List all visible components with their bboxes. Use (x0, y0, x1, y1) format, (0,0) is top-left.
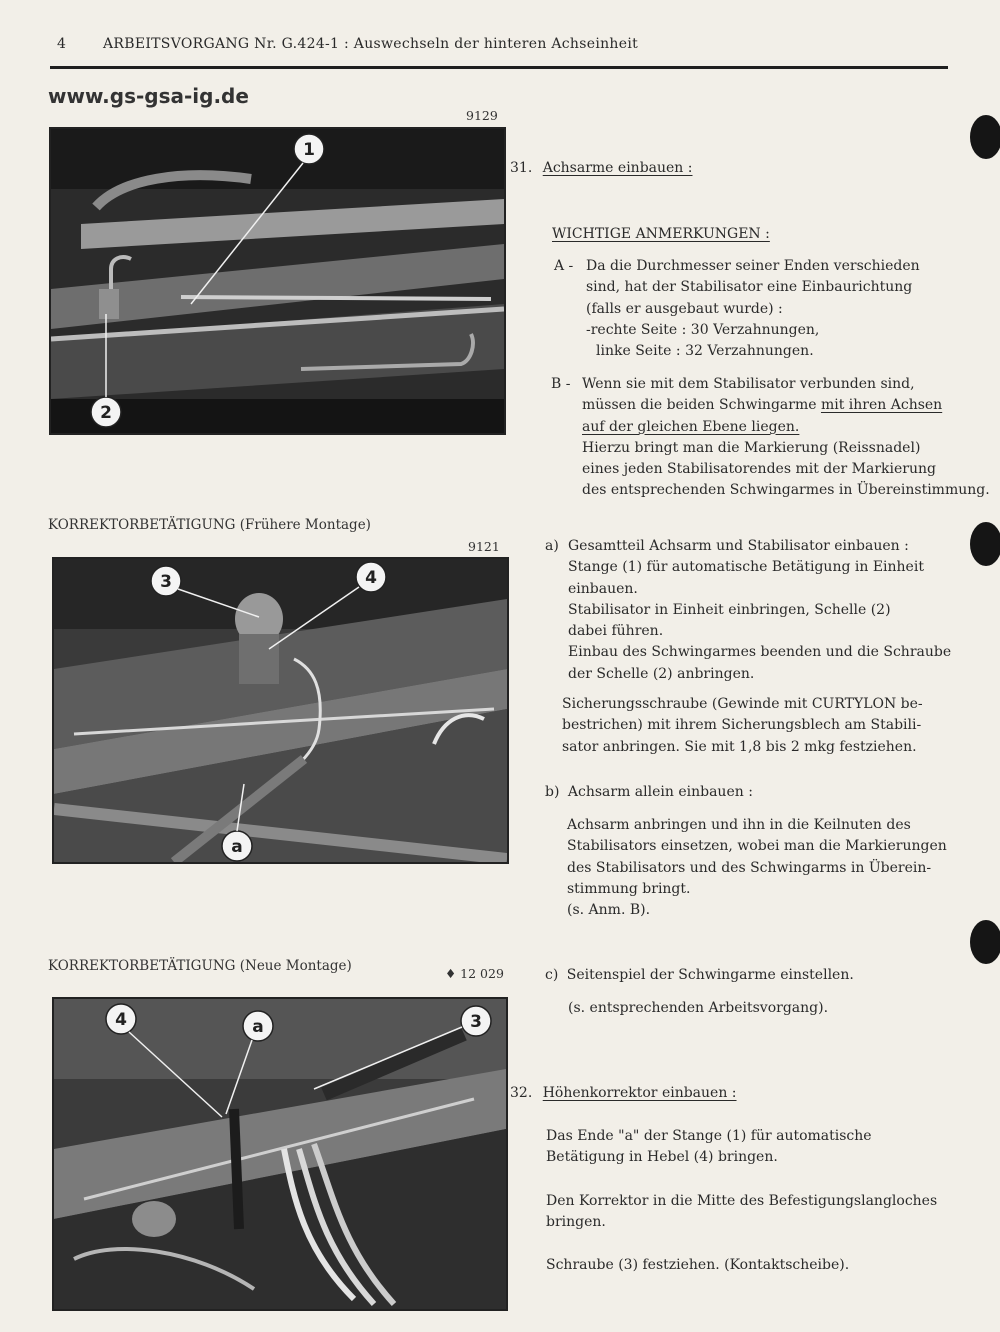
callout-a: a (231, 837, 243, 857)
note-line: Da die Durchmesser seiner Enden verschieden (586, 258, 920, 274)
step-line: Sicherungsschraube (Gewinde mit CURTYLON be- (562, 696, 923, 712)
step-line: (s. Anm. B). (567, 902, 651, 919)
section-title: Höhenkorrektor einbauen : (542, 1085, 737, 1101)
section-31-heading (510, 158, 693, 179)
note-a (586, 256, 920, 362)
punch-hole (970, 522, 1000, 566)
note-b (582, 374, 990, 502)
step-line: der Schelle (2) anbringen. (568, 665, 755, 682)
note-line: des entsprechenden Schwingarmes in Übereinstimmung. (582, 482, 990, 499)
note-b-label: B - (551, 376, 571, 392)
figure-number: 9121 (468, 539, 500, 554)
section-title: Achsarme einbauen : (542, 160, 693, 176)
punch-hole (970, 115, 1000, 159)
step-line: des Stabilisators und des Schwingarms in Überein- (567, 859, 932, 876)
photo-rear-axle-stabilizer (49, 127, 506, 435)
page-title: ARBEITSVORGANG Nr. G.424-1 : Auswechseln der hinteren Achseinheit (102, 36, 639, 52)
section-number: 31. (510, 160, 533, 176)
note-line: Hierzu bringt man die Markierung (Reissnadel) (582, 439, 921, 456)
figure-caption: KORREKTORBETÄTIGUNG (Frühere Montage) (48, 517, 371, 533)
photo-corrector-linkage-early (52, 557, 509, 864)
step-line: Stabilisators einsetzen, wobei man die Markierungen (567, 838, 947, 855)
step-c-line: (s. entsprechenden Arbeitsvorgang). (568, 1000, 829, 1016)
callout-4: 4 (365, 568, 377, 588)
step-a-label: a) (545, 538, 559, 554)
callout-3: 3 (160, 572, 172, 592)
step-line: Einbau des Schwingarmes beenden und die Schraube (568, 644, 952, 661)
step-c-label: c) (545, 967, 559, 983)
step-line: dabei führen. (568, 623, 664, 640)
step-line: Gesamtteil Achsarm und Stabilisator einbauen : (568, 538, 909, 554)
step-line: Achsarm anbringen und ihn in die Keilnuten des (567, 817, 911, 833)
section-number: 32. (510, 1085, 533, 1101)
step-line: Stabilisator in Einheit einbringen, Schelle (2) (568, 601, 891, 618)
section-32-heading (510, 1083, 737, 1104)
website-watermark: www.gs-gsa-ig.de (48, 84, 249, 108)
note-line: eines jeden Stabilisatorendes mit der Markierung (582, 461, 936, 478)
callout-a: a (252, 1017, 264, 1037)
step-a (568, 536, 951, 685)
figure-caption: KORREKTORBETÄTIGUNG (Neue Montage) (48, 958, 352, 974)
step-line: Stange (1) für automatische Betätigung in Einheit (568, 559, 924, 576)
step-a-extra (562, 694, 923, 758)
step-b (567, 815, 947, 921)
paragraph-line: Den Korrektor in die Mitte des Befestigungslangloches (546, 1193, 938, 1209)
note-a-label: A - (554, 258, 574, 274)
callout-3: 3 (470, 1012, 482, 1032)
note-emphasis: auf der gleichen Ebene liegen. (582, 418, 800, 435)
note-line: sind, hat der Stabilisator eine Einbaurichtung (586, 279, 913, 296)
figure-number: 9129 (466, 108, 498, 123)
page-header (57, 36, 638, 52)
section-32-paragraph (546, 1191, 937, 1234)
note-line: (falls er ausgebaut wurde) : (586, 300, 783, 317)
page-number: 4 (57, 36, 67, 52)
step-line: stimmung bringt. (567, 880, 691, 897)
section-32-paragraph (546, 1255, 849, 1276)
paragraph-line: Schraube (3) festziehen. (Kontaktscheibe). (546, 1257, 850, 1273)
note-line (582, 395, 990, 416)
step-line: einbauen. (568, 580, 638, 597)
step-c-title: Seitenspiel der Schwingarme einstellen. (566, 967, 854, 983)
paragraph-line: Das Ende "a" der Stange (1) für automatische (546, 1128, 872, 1144)
paragraph-line: bringen. (546, 1214, 606, 1231)
step-c-heading (545, 965, 854, 986)
callout-4: 4 (115, 1010, 127, 1030)
step-line: sator anbringen. Sie mit 1,8 bis 2 mkg festziehen. (562, 738, 917, 755)
callout-2: 2 (100, 403, 112, 423)
step-b-title: Achsarm allein einbauen : (567, 784, 753, 800)
photo-corrector-linkage-new (52, 997, 508, 1311)
section-32-paragraph (546, 1126, 872, 1169)
note-text: müssen die beiden Schwingarme (582, 397, 821, 414)
step-b-heading (545, 782, 753, 803)
step-b-label: b) (545, 784, 560, 800)
note-line: Wenn sie mit dem Stabilisator verbunden sind, (582, 376, 915, 392)
note-emphasis: mit ihren Achsen (820, 397, 943, 414)
header-rule (50, 66, 948, 69)
note-line: linke Seite : 32 Verzahnungen. (596, 343, 814, 360)
note-line: -rechte Seite : 30 Verzahnungen, (586, 321, 820, 338)
punch-hole (970, 920, 1000, 964)
notes-heading: WICHTIGE ANMERKUNGEN : (552, 226, 770, 242)
step-line: bestrichen) mit ihrem Sicherungsblech am Stabili- (562, 717, 922, 734)
paragraph-line: Betätigung in Hebel (4) bringen. (546, 1149, 778, 1166)
callout-1: 1 (303, 140, 315, 160)
figure-number: ♦ 12 029 (445, 966, 504, 981)
